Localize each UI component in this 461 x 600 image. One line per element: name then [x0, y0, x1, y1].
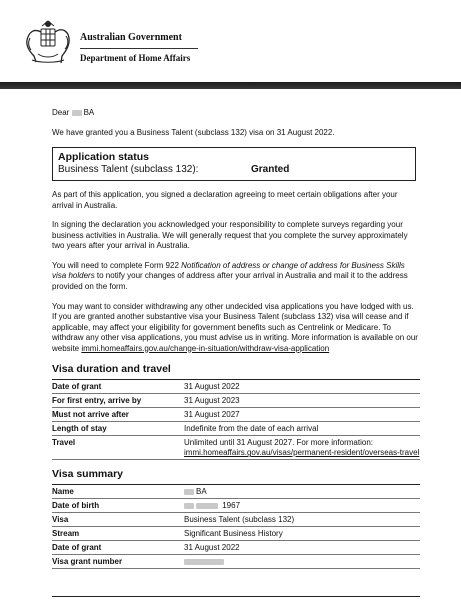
letter-body — [52, 108, 420, 577]
name-label: Name — [52, 485, 184, 499]
table-row — [52, 499, 420, 513]
redacted-day — [184, 503, 194, 509]
table-row — [52, 436, 420, 460]
department-name: Department of Home Affairs — [80, 53, 191, 64]
redacted-given-name — [184, 489, 194, 495]
application-status-box — [52, 147, 416, 181]
visa-summary-title: Visa summary — [52, 468, 420, 485]
paragraph-declaration: As part of this application, you signed a declaration agreeing to meet certain obligations after your arrival in Australia. — [52, 190, 398, 210]
greeting — [52, 108, 420, 119]
visa-duration-table — [52, 380, 420, 460]
withdraw-link[interactable]: immi.homeaffairs.gov.au/change-in-situation/withdraw-visa-application — [81, 343, 330, 353]
coat-of-arms-icon — [22, 18, 74, 66]
row-label: Length of stay — [52, 422, 184, 436]
table-row — [52, 380, 420, 394]
grant-sentence: We have granted you a Business Talent (subclass 132) visa on 31 August 2022. — [52, 127, 335, 137]
travel-text: Unlimited until 31 August 2027. For more information: — [184, 438, 373, 448]
header-bar — [0, 82, 461, 89]
table-row — [52, 422, 420, 436]
table-row — [52, 394, 420, 408]
form-922-text-a: You will need to complete Form 922 — [52, 260, 182, 270]
withdraw-text: You may want to consider withdrawing any other undecided visa applications you have lodged with us. If you are granted another substantive visa your Business Talent (subclass 132) visa will cease and if applicable, may affect your eligibility for government benefits such as Centrelink or Medicare. To withdraw any other visa applications, you must advise us in writing. More information is available on our website — [52, 301, 418, 353]
name-value — [184, 485, 420, 499]
travel-link[interactable]: immi.homeaffairs.gov.au/visas/permanent-resident/overseas-travel — [184, 448, 420, 458]
row-label: For first entry, arrive by — [52, 394, 184, 408]
greeting-prefix: Dear — [52, 108, 70, 117]
row-label: Stream — [52, 527, 184, 541]
visa-summary-table — [52, 485, 420, 569]
redacted-month — [196, 503, 218, 509]
row-value: 31 August 2022 — [184, 541, 420, 555]
row-label: Visa — [52, 513, 184, 527]
row-label: Must not arrive after — [52, 408, 184, 422]
dob-year: 1967 — [222, 501, 241, 511]
travel-value — [184, 436, 420, 460]
form-922-title: Notification of address or change of address for Business Skills visa holders — [52, 260, 405, 281]
redacted-given-name — [72, 110, 82, 116]
travel-label: Travel — [52, 436, 184, 460]
row-value: 31 August 2027 — [184, 408, 420, 422]
form-922-text-b: to notify your changes of address after your arrival in Australia and mail it to the address provided on the form. — [52, 271, 408, 292]
status-value: Granted — [251, 163, 290, 175]
dob-label: Date of birth — [52, 499, 184, 513]
greeting-name: BA — [83, 108, 95, 117]
header-divider — [80, 48, 198, 49]
table-row — [52, 555, 420, 569]
row-label: Date of grant — [52, 380, 184, 394]
row-value: 31 August 2023 — [184, 394, 420, 408]
row-value: Business Talent (subclass 132) — [184, 513, 420, 527]
row-value: Significant Business History — [184, 527, 420, 541]
bottom-divider — [52, 596, 420, 597]
name-text: BA — [196, 487, 207, 497]
table-row — [52, 513, 420, 527]
table-row — [52, 408, 420, 422]
grant-number-label: Visa grant number — [52, 555, 184, 569]
status-row — [58, 164, 409, 177]
status-visa: Business Talent (subclass 132): — [58, 163, 199, 175]
table-row — [52, 541, 420, 555]
row-label: Date of grant — [52, 541, 184, 555]
paragraph-withdraw — [52, 302, 420, 355]
paragraph-surveys: In signing the declaration you acknowledged your responsibility to complete surveys regarding your business activities in Australia. We will generally request that you complete the survey approximately two years after your arrival in Australia. — [52, 220, 408, 251]
table-row — [52, 485, 420, 499]
status-title: Application status — [58, 151, 150, 164]
dob-value — [184, 499, 420, 513]
row-value: Indefinite from the date of each arrival — [184, 422, 420, 436]
row-value: 31 August 2022 — [184, 380, 420, 394]
visa-duration-title: Visa duration and travel — [52, 363, 420, 380]
grant-number-value — [184, 555, 420, 569]
letterhead — [0, 0, 461, 82]
paragraph-form-922 — [52, 261, 420, 293]
table-row — [52, 527, 420, 541]
government-title: Australian Government — [80, 32, 182, 43]
redacted-grant-number — [184, 559, 224, 565]
